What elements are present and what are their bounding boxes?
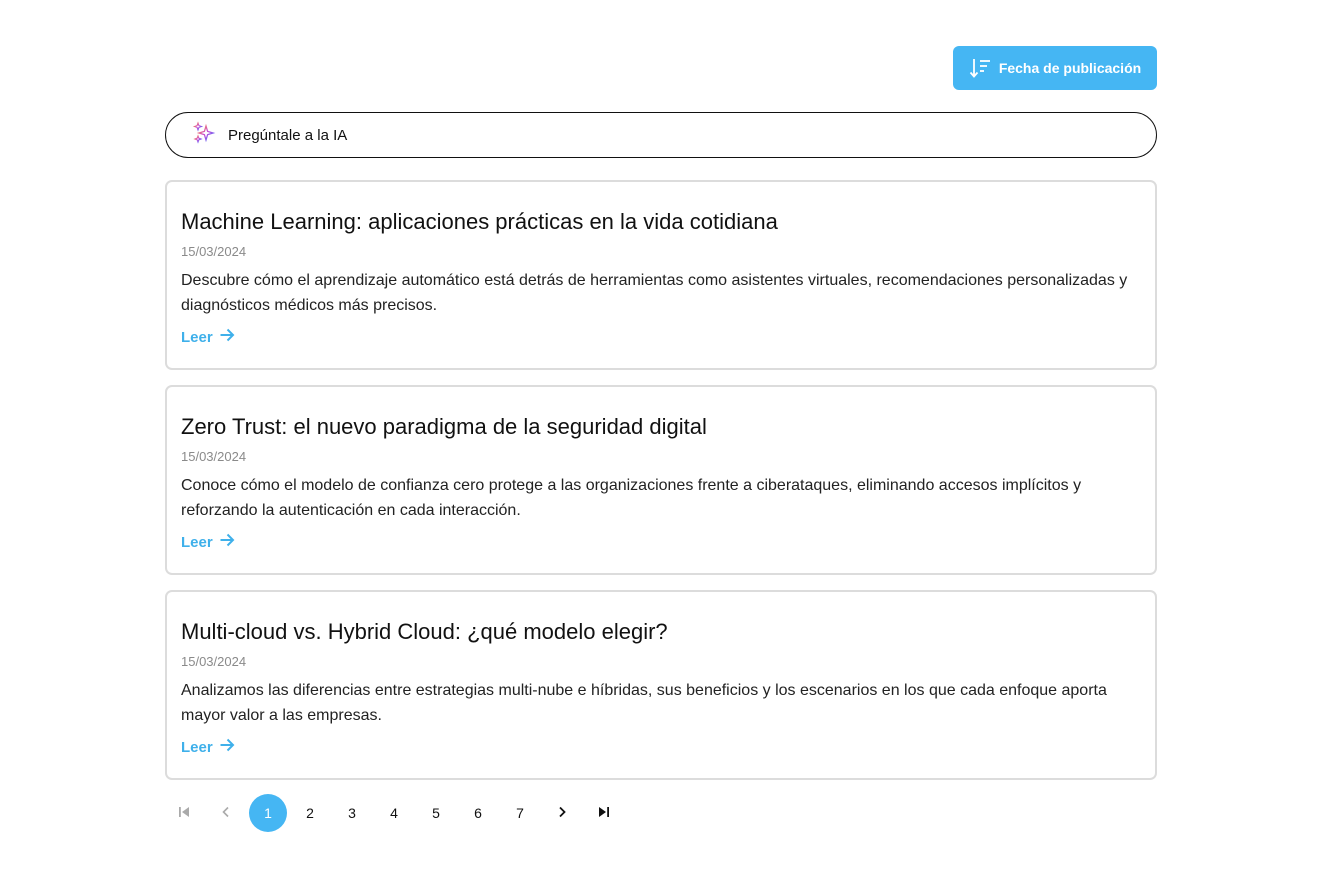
article-description: Conoce cómo el modelo de confianza cero protege a las organizaciones frente a ciberataques, eliminando accesos implícitos y reforzando la autenticación en cada interacción.	[181, 477, 1082, 519]
article-description: Descubre cómo el aprendizaje automático está detrás de herramientas como asistentes virtuales, recomendaciones personalizadas y diagnósticos médicos más precisos.	[181, 272, 1128, 314]
page-button[interactable]: 3	[348, 805, 356, 821]
article-title[interactable]: Machine Learning: aplicaciones prácticas en la vida cotidiana	[181, 209, 778, 234]
article-title[interactable]: Zero Trust: el nuevo paradigma de la seguridad digital	[181, 414, 707, 439]
read-link-label: Leer	[181, 738, 213, 756]
arrow-right-icon	[219, 532, 235, 552]
page-button[interactable]: 4	[390, 805, 398, 821]
last-page-icon	[597, 805, 611, 822]
arrow-right-icon	[219, 737, 235, 757]
article-card	[165, 180, 1157, 370]
next-page-button[interactable]	[543, 794, 581, 832]
read-link[interactable]	[181, 327, 235, 347]
article-date: 15/03/2024	[181, 244, 247, 259]
ai-search-placeholder: Pregúntale a la IA	[228, 126, 348, 144]
previous-page-button[interactable]	[207, 794, 245, 832]
article-date: 15/03/2024	[181, 449, 247, 464]
read-link[interactable]	[181, 737, 235, 757]
chevron-right-icon	[555, 805, 569, 822]
ai-search-input[interactable]	[165, 112, 1157, 158]
article-title[interactable]: Multi-cloud vs. Hybrid Cloud: ¿qué modelo elegir?	[181, 619, 668, 644]
first-page-icon	[177, 805, 191, 822]
page-button[interactable]: 5	[432, 805, 440, 821]
sort-by-date-button[interactable]	[953, 46, 1157, 90]
page-button[interactable]: 6	[474, 805, 482, 821]
article-description: Analizamos las diferencias entre estrategias multi-nube e híbridas, sus beneficios y los escenarios en los que cada enfoque aporta mayor valor a las empresas.	[181, 682, 1107, 724]
page-button[interactable]: 2	[306, 805, 314, 821]
arrow-right-icon	[219, 327, 235, 347]
sparkles-icon	[192, 121, 216, 149]
pagination	[165, 794, 627, 832]
last-page-button[interactable]	[585, 794, 623, 832]
article-date: 15/03/2024	[181, 654, 247, 669]
article-card	[165, 385, 1157, 575]
read-link-label: Leer	[181, 328, 213, 346]
article-card	[165, 590, 1157, 780]
read-link-label: Leer	[181, 533, 213, 551]
chevron-left-icon	[219, 805, 233, 822]
sort-descending-icon	[969, 57, 991, 79]
sort-button-label: Fecha de publicación	[998, 60, 1142, 76]
read-link[interactable]	[181, 532, 235, 552]
first-page-button[interactable]	[165, 794, 203, 832]
page-button[interactable]: 7	[516, 805, 524, 821]
page-button[interactable]: 1	[249, 794, 287, 832]
